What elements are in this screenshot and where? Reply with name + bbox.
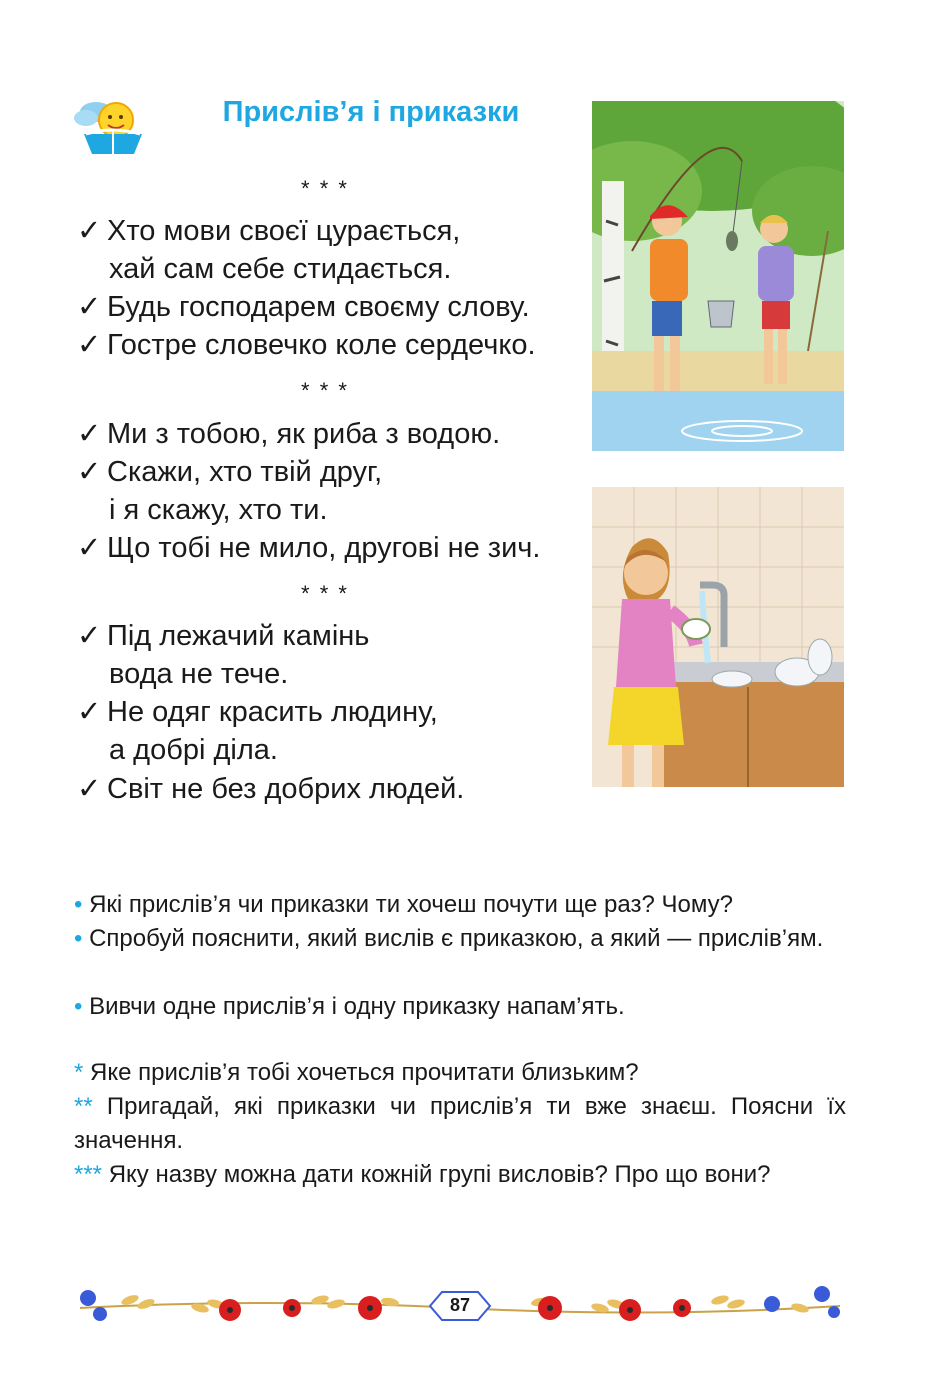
bullet-marker: • bbox=[74, 891, 83, 918]
sun-reading-book-icon bbox=[72, 96, 150, 158]
proverb-line: ✓ Хто мови своєї цурається, bbox=[77, 212, 460, 250]
question-item: • Спробуй пояснити, який вислів є приказкою, а який — прислів’ям. bbox=[74, 925, 824, 952]
proverb-line: ✓ Під лежачий камінь bbox=[77, 617, 369, 655]
proverb-line: ✓ Скажи, хто твій друг, bbox=[77, 453, 382, 491]
bullet-marker: • bbox=[74, 925, 83, 952]
group-separator: * * * bbox=[301, 176, 349, 201]
question-item: • Які прислів’я чи приказки ти хочеш почути ще раз? Чому? bbox=[74, 891, 733, 918]
proverb-line-continued: а добрі діла. bbox=[109, 734, 278, 766]
task-item: *** Яку назву можна дати кожній групі висловів? Про що вони? bbox=[74, 1161, 771, 1188]
proverb-line-continued: хай сам себе стидається. bbox=[109, 253, 452, 285]
proverb-line: ✓ Гостре словечко коле сердечко. bbox=[77, 326, 536, 364]
girl-washing-dishes-illustration bbox=[592, 487, 844, 787]
difficulty-marker: ** bbox=[74, 1093, 93, 1120]
proverb-line: ✓ Не одяг красить людину, bbox=[77, 693, 438, 731]
check-mark-icon: ✓ bbox=[77, 620, 102, 652]
bullet-marker: • bbox=[74, 993, 83, 1020]
task-item: ** Пригадай, які приказки чи прислів’я ти вже знаєш. Поясни їх значення. bbox=[74, 1093, 846, 1154]
boys-fishing-illustration bbox=[592, 101, 844, 451]
group-separator: * * * bbox=[301, 378, 349, 403]
question-item: • Вивчи одне прислів’я і одну приказку напам’ять. bbox=[74, 993, 625, 1020]
check-mark-icon: ✓ bbox=[77, 532, 102, 564]
proverb-line: ✓ Ми з тобою, як риба з водою. bbox=[77, 415, 500, 453]
difficulty-marker: *** bbox=[74, 1161, 103, 1188]
check-mark-icon: ✓ bbox=[77, 418, 102, 450]
proverb-line: ✓ Світ не без добрих людей. bbox=[77, 770, 464, 808]
check-mark-icon: ✓ bbox=[77, 456, 102, 488]
task-item: * Яке прислів’я тобі хочеться прочитати близьким? bbox=[74, 1059, 639, 1086]
proverb-line-continued: вода не тече. bbox=[109, 658, 289, 690]
check-mark-icon: ✓ bbox=[77, 696, 102, 728]
difficulty-marker: * bbox=[74, 1059, 84, 1086]
group-separator: * * * bbox=[301, 581, 349, 606]
page-number: 87 bbox=[449, 1295, 471, 1315]
proverb-line-continued: і я скажу, хто ти. bbox=[109, 494, 328, 526]
check-mark-icon: ✓ bbox=[77, 215, 102, 247]
proverb-line: ✓ Що тобі не мило, другові не зич. bbox=[77, 529, 540, 567]
check-mark-icon: ✓ bbox=[77, 291, 102, 323]
page-title: Прислів’я і приказки bbox=[222, 96, 520, 128]
check-mark-icon: ✓ bbox=[77, 773, 102, 805]
check-mark-icon: ✓ bbox=[77, 329, 102, 361]
proverb-line: ✓ Будь господарем своєму слову. bbox=[77, 288, 530, 326]
